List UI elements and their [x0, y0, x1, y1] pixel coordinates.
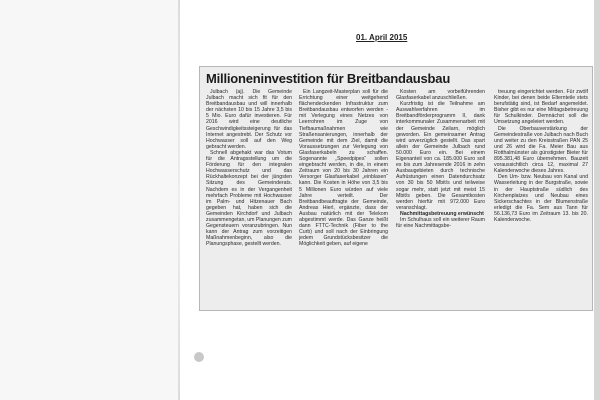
paragraph: Julbach (aj). Die Gemeinde Julbach macht sich fit für den Breitbandausbau und will innerhalb der nächsten 10 bis 15 Jahre 3,5 bis 5 Mio. Euro dafür investieren. Für 2016 wird eine deutliche Geschwindigkeitssteigerung für das Internet angestrebt. Der Schutz vor Hochwasser soll auf den Weg gebracht werden.: [206, 89, 292, 150]
paragraph: Kosten am vorbeiführenden Glasfaserkabel anzuschließen.: [396, 89, 485, 102]
article-column-4: [494, 89, 588, 305]
paragraph: Schnell abgehakt war das Votum für die Antragsstellung um die Förderung für den integralen Hochwasserschutz und das Rückhaltekonzept bei der jüngsten Sitzung des Gemeinderats. Nachdem es in der Vergangenheit mehrfach Probleme mit Hochwasser im Palm- und Hitzenauer Bach gegeben hat, haben sich die Gemeinden Kirchdorf und Julbach zusammengetan, um Planungen zum Gegensteuern voranzubringen. Nun kann der Antrag zum vorzeitigen Maßnahmenbeginn, also die Planungsphase, gestellt werden.: [206, 149, 292, 248]
facing-page: [0, 0, 178, 400]
paragraph: Die Oberbauverstärkung der Gemeindestraße von Julbach nach Buch und weiter zu den Kreisstraßen PAN 25 und 26 wird die Fa. Meier Bau aus Rotthalmünster als günstigster Bieter für 895.381,48 Euro übernehmen. Bauzeit voraussichtlich circa 12, maximal 27 Kalenderwoche dieses Jahres.: [494, 125, 588, 175]
newspaper-clipping: [199, 66, 593, 311]
paragraph: Im Schulhaus soll ein weiterer Raum für eine Nachmittagsbe-: [396, 216, 485, 230]
article-column-3: [396, 89, 485, 305]
scan-edge: [594, 0, 600, 400]
paragraph: Ein Langzeit-Masterplan soll für die Errichtung einer weitgehend flächendeckenden Infrastruktur zum Breitbandausbau entworfen werden - mit Verlegung eines Netzes von Leerrohren im Zuge von Tiefbaumaßnahmen wie Straßensanierungen, innerhalb der Gemeinde mit dem Ziel, damit die Voraussetzungen zur Verlegung von Glasfaserkabeln zu schaffen. Sogenannte „Speedpipes“ sollen eingebracht werden, in die, in einem Zeitraum von 20 bis 30 Jahren ein Versorger Glasfaserkabel „einblasen“ kann. Die Kosten in Höhe von 3,5 bis 5 Millionen Euro würden auf viele Jahre verteilt. Der Breitbandbeauftragte der Gemeinde, Andreas Hierl, ergänzte, dass der Ausbau natürlich mit der Telekom abgestimmt werde. Das Ganze heißt dann FTTC-Technik (Fiber to the Curb) und soll nach der Einbringung jedem Grundstücksbesitzer die Möglichkeit geben, auf eigene: [299, 89, 388, 248]
article-column-2: [299, 89, 388, 305]
paragraph: Kurzfristig ist die Teilnahme am Auswahlverfahren im Breitbandförderprogramm II, dank interkommunaler Zusammenarbeit mit der Gemeinde Zeilarn, möglich geworden. Ein gemeinsamer Antrag wird unverzüglich gestellt. Das spart allein der Gemeinde Julbach rund 50.000 Euro ein. Bei einem Eigenanteil von ca. 185.000 Euro soll es bis zum Jahresende 2016 in zehn Ausbaugebieten durch technische Aufrüstungen einen Datendurchsatz von 30 bis 50 Mbit/s und teilweise sogar mehr, statt jetzt mit meist 15 Mbit/s geben. Die Gesamtkosten werden hierfür mit 972.000 Euro veranschlagt.: [396, 101, 485, 211]
page-fold: [178, 0, 180, 400]
punch-hole: [194, 352, 204, 362]
publication-date: 01. April 2015: [356, 33, 408, 42]
paragraph: Den Um- bzw. Neubau von Kanal und Wasserleitung in der Burgstraße, sowie in der Hauptstraße südlich des Kirchenplatzes und Neubau eines Sickerschachtes in der Blumenstraße erledigt die Fa. Sem aus Tann für 56.136,73 Euro im Zeitraum 13. bis 20. Kalenderwoche.: [494, 174, 588, 223]
article-column-1: [206, 89, 292, 305]
subheading: Nachmittagsbetreuung erwünscht: [400, 210, 484, 217]
article-headline: Millioneninvestition für Breitbandausbau: [206, 71, 451, 86]
paragraph: treuung eingerichtet werden. Für zwölf Kinder, bei denen beide Elternteile stets berufstätig sind, ist Bedarf angemeldet. Bisher gibt es nur eine Mittagsbetreuung für Schulkinder. Demnächst soll die Umsetzung angeleiert werden.: [494, 89, 588, 126]
